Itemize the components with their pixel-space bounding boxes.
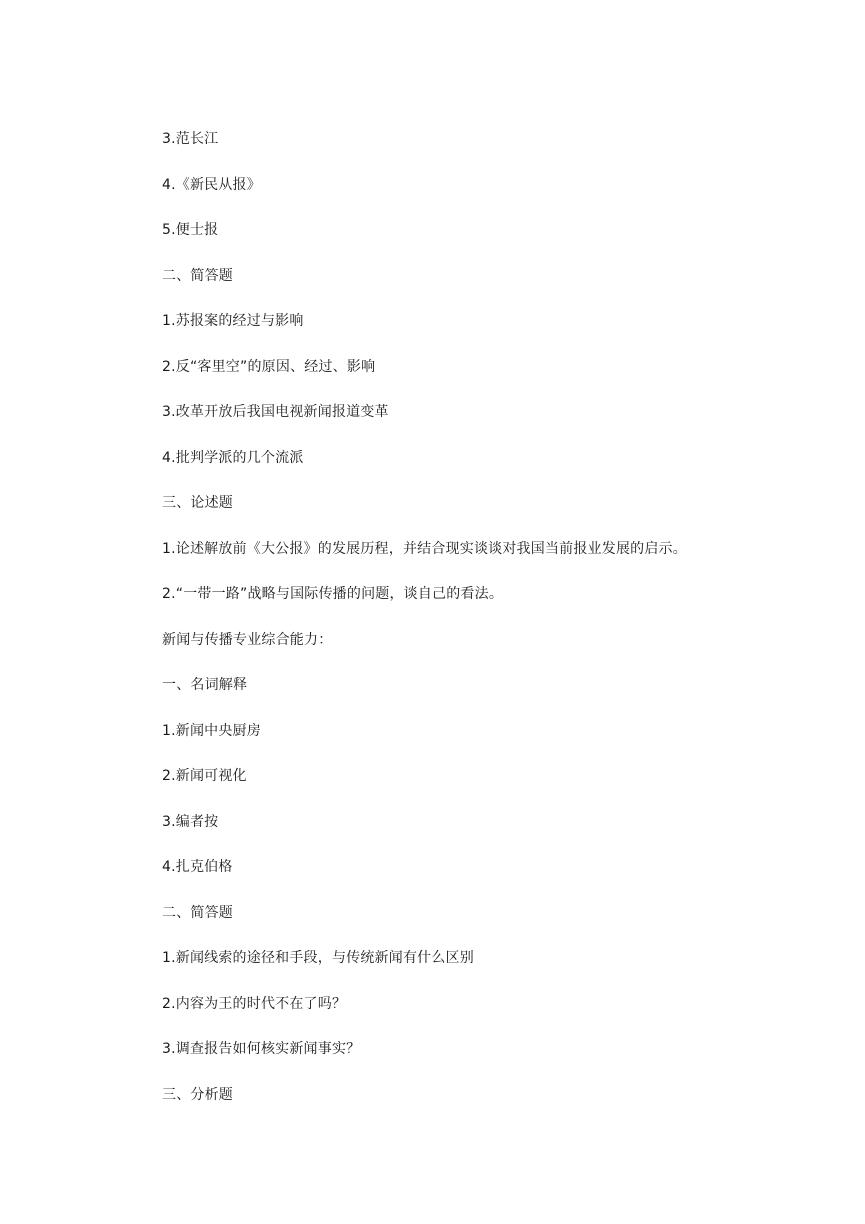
section-heading: 三、分析题: [162, 1086, 233, 1103]
list-item: 3.调查报告如何核实新闻事实？: [162, 1041, 361, 1057]
document-body: [162, 129, 782, 1130]
section-heading: 三、论述题: [162, 495, 233, 511]
list-item: 5.便士报: [162, 222, 219, 238]
list-item: 4.《新民从报》: [162, 176, 261, 193]
section-heading: 二、简答题: [162, 904, 233, 921]
list-item: 3.编者按: [162, 813, 219, 830]
list-item: 1.新闻中央厨房: [162, 722, 261, 739]
list-item: 1.苏报案的经过与影响: [162, 313, 304, 329]
list-item: 2.内容为王的时代不在了吗？: [162, 995, 347, 1012]
list-item: 4.批判学派的几个流派: [162, 449, 304, 466]
list-item: 3.范长江: [162, 131, 219, 147]
section-heading: 二、简答题: [162, 267, 233, 284]
list-item: 1.新闻线索的途径和手段，与传统新闻有什么区别: [162, 950, 474, 966]
list-item: 2.新闻可视化: [162, 768, 247, 784]
list-item: 2.反“客里空”的原因、经过、影响: [162, 358, 376, 375]
list-item: 1.论述解放前《大公报》的发展历程，并结合现实谈谈对我国当前报业发展的启示。: [162, 540, 687, 557]
list-item: 4.扎克伯格: [162, 859, 233, 875]
section-heading: 一、名词解释: [162, 677, 248, 693]
list-item: 2.“一带一路”战略与国际传播的问题，谈自己的看法。: [162, 586, 504, 602]
subject-heading: 新闻与传播专业综合能力：: [162, 631, 333, 648]
list-item: 3.改革开放后我国电视新闻报道变革: [162, 404, 389, 420]
